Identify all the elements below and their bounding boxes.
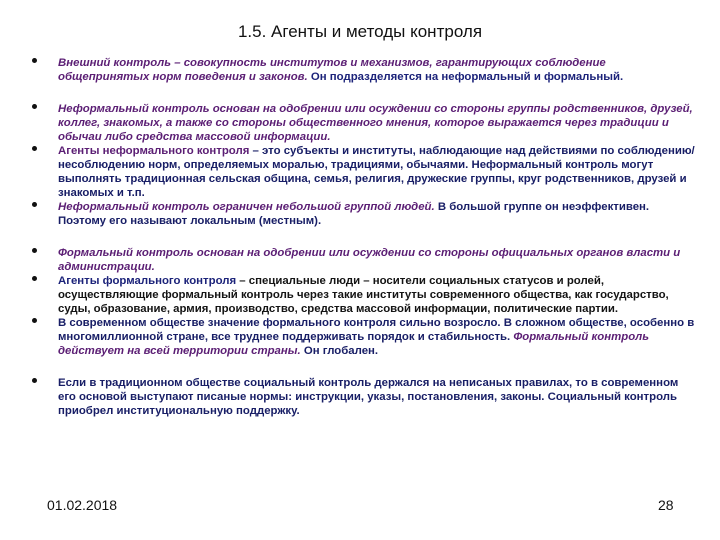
bullet-dot-icon bbox=[32, 202, 37, 207]
bullet-group-external-control bbox=[26, 56, 698, 84]
bullet-group-social-control bbox=[26, 376, 698, 418]
footer-date: 01.02.2018 bbox=[47, 497, 118, 513]
bullet-formal-agents bbox=[26, 274, 698, 316]
formal-territory-text: Формальный контроль действует на всей территории страны. bbox=[58, 331, 650, 357]
formal-agents-term: Агенты формального контроля bbox=[58, 275, 237, 287]
bullet-dot-icon bbox=[32, 318, 37, 323]
bullet-informal-limits bbox=[26, 200, 698, 228]
bullet-dot-icon bbox=[32, 378, 37, 383]
informal-limits-explanation: В большой группе он неэффективен. Поэтому его называют локальным (местным). bbox=[58, 201, 650, 227]
informal-agents-description: – это субъекты и институты, наблюдающие над действиями по соблюдению/несоблюдению норм, определяемых моралью, традициями, обычаями. Неформальный контроль могут выполнять традиционная сельская община, семья, религия, дружеские группы, круг родственников, друзей и знакомых и т.п. bbox=[58, 145, 695, 199]
slide-title: 1.5. Агенты и методы контроля bbox=[237, 22, 483, 41]
informal-control-definition: Неформальный контроль основан на одобрении или осуждении со стороны группы родственников, друзей, коллег, знакомых, а также со стороны общественного мнения, которое выражается через традиции и обычаи либо средства массовой информации. bbox=[58, 103, 693, 143]
bullet-informal-agents bbox=[26, 144, 698, 200]
bullet-external-control bbox=[26, 56, 698, 84]
bullet-dot-icon bbox=[32, 276, 37, 281]
bullet-formal-control bbox=[26, 246, 698, 274]
formal-global-text: Он глобален. bbox=[300, 345, 379, 357]
page-number: 28 bbox=[658, 497, 674, 513]
bullet-dot-icon bbox=[32, 104, 37, 109]
bullet-social-control bbox=[26, 376, 698, 418]
bullet-dot-icon bbox=[32, 58, 37, 63]
formal-control-definition: Формальный контроль основан на одобрении или осуждении со стороны официальных органов власти и администрации. bbox=[58, 247, 681, 273]
social-control-text: Если в традиционном обществе социальный контроль держался на неписаных правилах, то в современном его основой выступают писаные нормы: инструкции, указы, постановления, законы. Социальный контроль приобрел институциональную поддержку. bbox=[58, 377, 679, 417]
bullet-dot-icon bbox=[32, 248, 37, 253]
bullet-formal-importance bbox=[26, 316, 698, 358]
bullet-informal-control bbox=[26, 102, 698, 144]
bullet-group-informal-control bbox=[26, 102, 698, 228]
informal-agents-term: Агенты неформального контроля bbox=[58, 145, 250, 157]
bullet-group-formal-control bbox=[26, 246, 698, 358]
external-control-division: Он подразделяется на неформальный и формальный. bbox=[307, 71, 624, 83]
formal-agents-description: – специальные люди – носители социальных статусов и ролей, осуществляющие формальный контроль через такие институты современного общества, как государство, суды, образование, армия, производство, средства массовой информации, политические партии. bbox=[58, 275, 669, 315]
slide-content bbox=[26, 56, 698, 436]
informal-limits-statement: Неформальный контроль ограничен небольшой группой людей. bbox=[58, 201, 435, 213]
formal-importance-text: В современном обществе значение формального контроля сильно возросло. В сложном обществе, особенно в многомиллионной стране, все труднее поддерживать порядок и стабильность. bbox=[58, 317, 695, 343]
bullet-dot-icon bbox=[32, 146, 37, 151]
external-control-definition: Внешний контроль – совокупность институтов и механизмов, гарантирующих соблюдение общепринятых норм поведения и законов. bbox=[58, 57, 606, 83]
